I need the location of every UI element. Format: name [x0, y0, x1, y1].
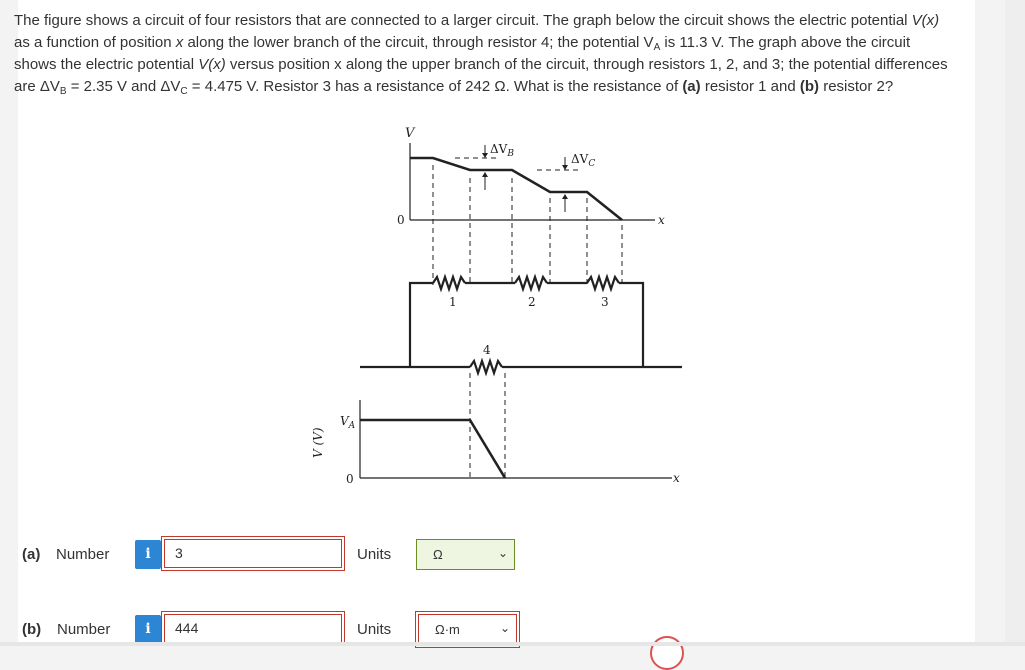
top-x-label: x — [658, 213, 665, 227]
resistor-4-symbol — [470, 361, 502, 373]
question-text: The figure shows a circuit of four resistors that are connected to a larger circuit. The graph below the circuit shows the electric potential V(x) as a function of position x along the lower branch of the circuit, through resistor 4; the potential $V_A$ is 11.3 V. The graph above the circuit shows the electric potential V(x) versus position x along the upper branch of the circuit, through resistors 1, 2, and 3; the potential differences are $\Delta V_B = 2.35$ V and $\Delta V_C = 4.475$ V. Resistor 3 has a resistance of 242 Ω. What is the resistance of (a) resistor 1 and (b) resistor 2? — [14, 12, 948, 97]
chevron-down-icon: ⌄ — [499, 621, 510, 635]
va-label: $V_A$ — [340, 414, 356, 431]
number-label-b: Number — [57, 621, 111, 638]
delta-vb-label: $\Delta V_B$ — [490, 142, 514, 159]
resistor-2-label: 2 — [528, 295, 536, 309]
chevron-down-icon: ⌄ — [497, 546, 508, 560]
part-a-label: (a) — [22, 546, 41, 563]
resistor-2-symbol — [515, 277, 547, 289]
bottom-v-axis-label: V (V) — [311, 427, 325, 458]
top-zero-label: 0 — [397, 213, 405, 227]
resistor-3-label: 3 — [601, 295, 609, 309]
resistor-4-label: 4 — [483, 343, 491, 357]
delta-vc-label: $\Delta V_C$ — [571, 152, 596, 169]
units-label-b: Units — [357, 621, 392, 638]
part-b-label: (b) — [22, 621, 42, 638]
answer-b-number-input[interactable]: 444 — [164, 614, 342, 643]
resistor-1-symbol — [433, 277, 465, 289]
info-icon[interactable]: i — [135, 540, 161, 569]
resistor-1-label: 1 — [449, 295, 457, 309]
info-icon[interactable]: i — [135, 615, 161, 644]
bottom-zero-label: 0 — [346, 472, 354, 486]
number-label-a: Number — [56, 546, 110, 563]
lower-branch-potential-curve — [360, 420, 505, 478]
answer-b-units-select[interactable] — [418, 614, 517, 645]
answer-a-units-select[interactable] — [416, 539, 515, 570]
bottom-edge — [0, 642, 1025, 646]
answer-a-number-input[interactable]: 3 — [164, 539, 342, 568]
answer-row-a — [0, 539, 560, 571]
units-value-a: Ω — [433, 547, 443, 562]
resistor-3-symbol — [587, 277, 619, 289]
bottom-x-label: x — [673, 471, 680, 485]
units-label-a: Units — [357, 546, 392, 563]
units-value-b: Ω·m — [435, 622, 460, 637]
top-v-label: V — [405, 126, 415, 141]
